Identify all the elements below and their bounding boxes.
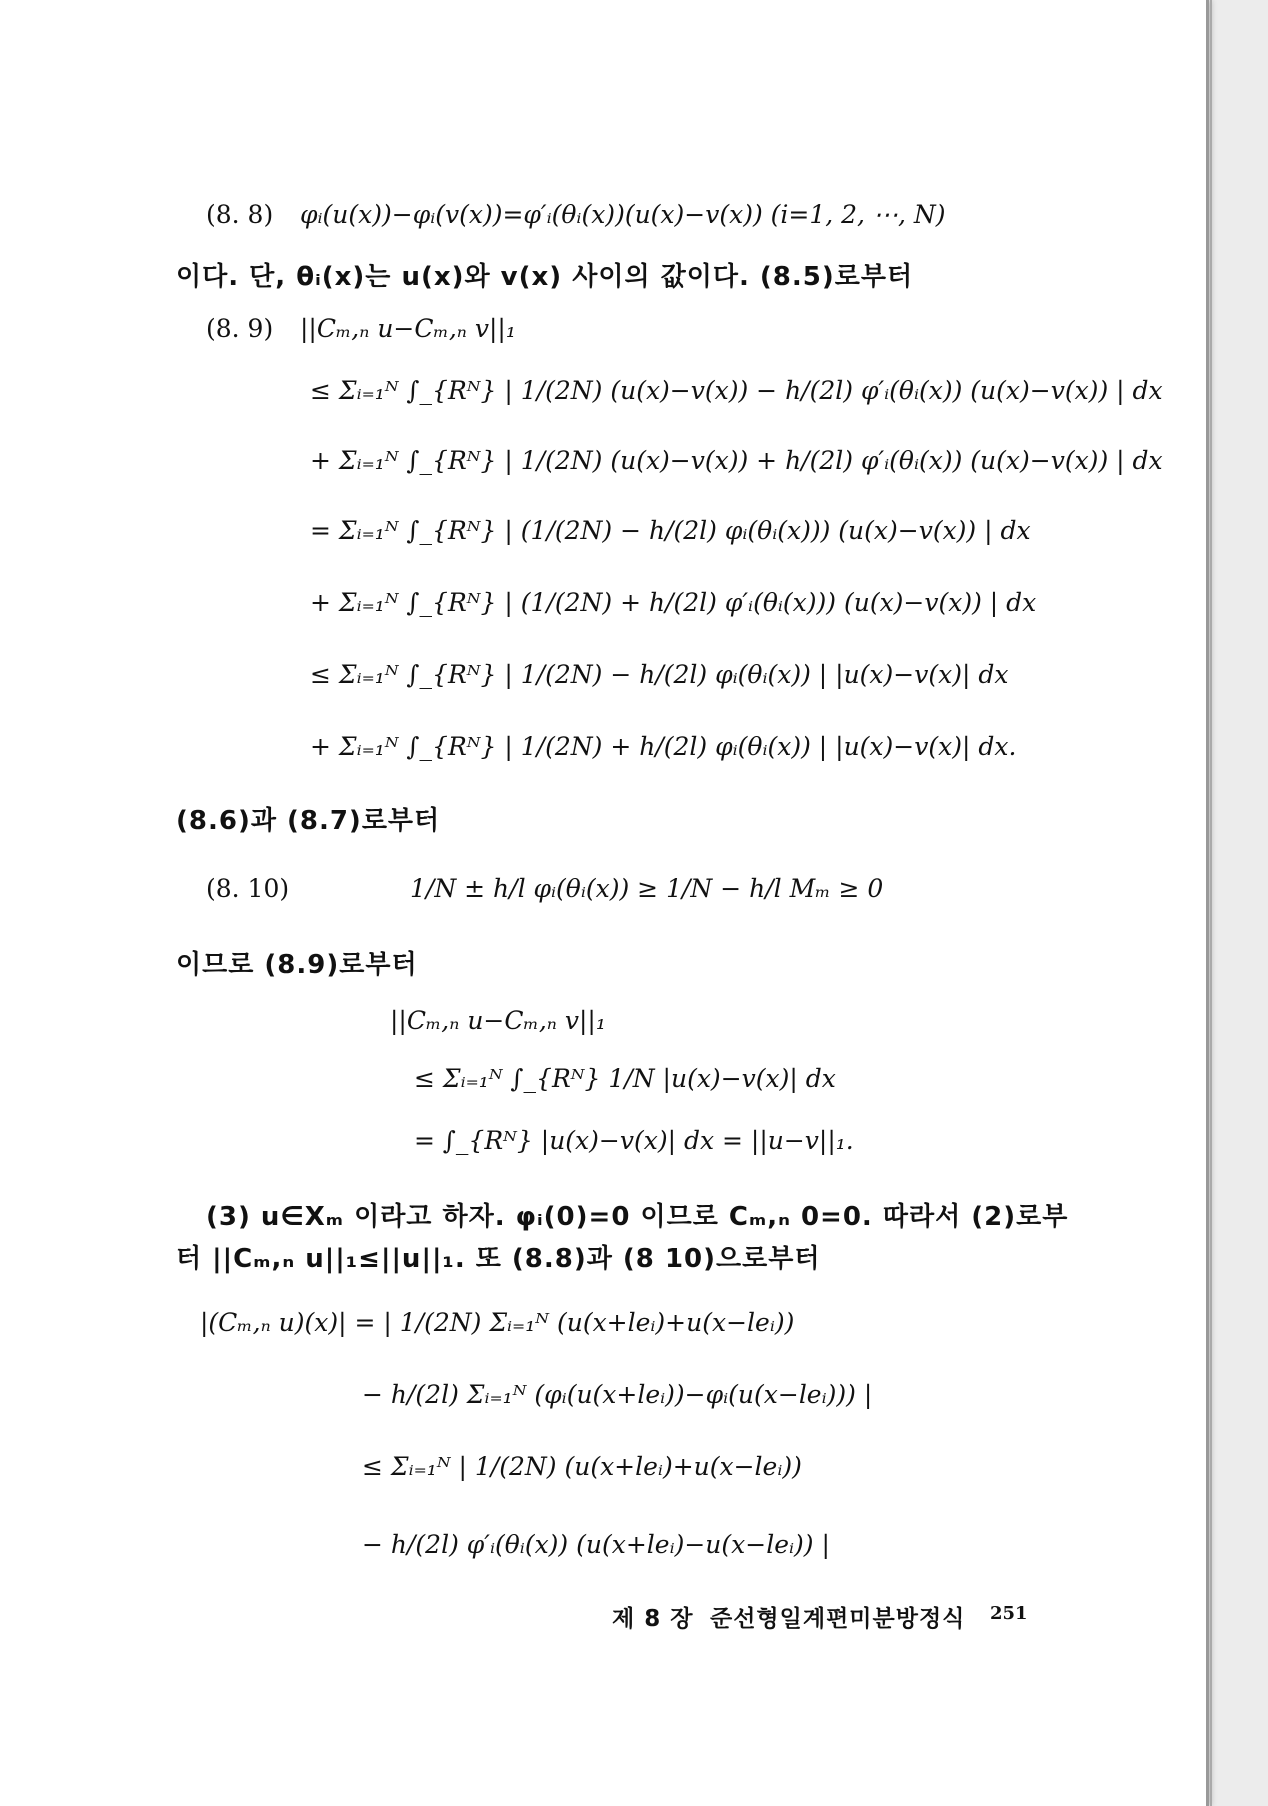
equation-line: = ∫_{Rᴺ} |u(x)−v(x)| dx = ||u−v||₁.: [414, 1126, 854, 1155]
equation-number: (8. 9): [206, 314, 274, 343]
equation-line: = Σᵢ₌₁ᴺ ∫_{Rᴺ} | (1/(2N) − h/(2l) φᵢ(θᵢ(x))) (u(x)−v(x)) | dx: [310, 516, 1031, 545]
equation-number: (8. 8): [206, 200, 274, 229]
equation-line: − h/(2l) φ′ᵢ(θᵢ(x)) (u(x+leᵢ)−u(x−leᵢ)) |: [362, 1530, 830, 1559]
equation-8-8: φᵢ(u(x))−φᵢ(v(x))=φ′ᵢ(θᵢ(x))(u(x)−v(x)) (i=1, 2, ⋯, N): [300, 200, 946, 229]
equation-8-10: 1/N ± h/l φᵢ(θᵢ(x)) ≥ 1/N − h/l Mₘ ≥ 0: [410, 874, 884, 903]
chapter-title: 준선형일계편미분방정식: [710, 1606, 966, 1632]
equation-line: ≤ Σᵢ₌₁ᴺ | 1/(2N) (u(x+leᵢ)+u(x−leᵢ)): [362, 1452, 802, 1481]
text-line: (3) u∈Xₘ 이라고 하자. φᵢ(0)=0 이므로 Cₘ,ₙ 0=0. 따라서 (2)로부: [206, 1202, 1069, 1232]
page-number: 251: [990, 1603, 1028, 1624]
equation-line: + Σᵢ₌₁ᴺ ∫_{Rᴺ} | 1/(2N) + h/(2l) φᵢ(θᵢ(x)) | |u(x)−v(x)| dx.: [310, 732, 1017, 761]
equation-number: (8. 10): [206, 874, 290, 903]
text-line: 이다. 단, θᵢ(x)는 u(x)와 v(x) 사이의 값이다. (8.5)로부터: [176, 262, 914, 292]
text-line: 터 ||Cₘ,ₙ u||₁≤||u||₁. 또 (8.8)과 (8 10)으로부터: [176, 1244, 821, 1274]
equation-line: + Σᵢ₌₁ᴺ ∫_{Rᴺ} | (1/(2N) + h/(2l) φ′ᵢ(θᵢ(x))) (u(x)−v(x)) | dx: [310, 588, 1037, 617]
equation-line: ≤ Σᵢ₌₁ᴺ ∫_{Rᴺ} 1/N |u(x)−v(x)| dx: [414, 1064, 836, 1093]
equation-line: − h/(2l) Σᵢ₌₁ᴺ (φᵢ(u(x+leᵢ))−φᵢ(u(x−leᵢ))) |: [362, 1380, 873, 1409]
equation-line: ≤ Σᵢ₌₁ᴺ ∫_{Rᴺ} | 1/(2N) (u(x)−v(x)) − h/(2l) φ′ᵢ(θᵢ(x)) (u(x)−v(x)) | dx: [310, 376, 1163, 405]
page-edge: [1210, 0, 1212, 1806]
text-line: (8.6)과 (8.7)로부터: [176, 806, 441, 836]
text-line: 이므로 (8.9)로부터: [176, 950, 418, 980]
chapter-label: 제 8 장: [612, 1606, 694, 1632]
equation-line: + Σᵢ₌₁ᴺ ∫_{Rᴺ} | 1/(2N) (u(x)−v(x)) + h/(2l) φ′ᵢ(θᵢ(x)) (u(x)−v(x)) | dx: [310, 446, 1163, 475]
equation-line: |(Cₘ,ₙ u)(x)| = | 1/(2N) Σᵢ₌₁ᴺ (u(x+leᵢ)+u(x−leᵢ)): [200, 1308, 795, 1337]
equation-line: ≤ Σᵢ₌₁ᴺ ∫_{Rᴺ} | 1/(2N) − h/(2l) φᵢ(θᵢ(x)) | |u(x)−v(x)| dx: [310, 660, 1009, 689]
equation-line: ||Cₘ,ₙ u−Cₘ,ₙ v||₁: [300, 314, 516, 343]
equation-line: ||Cₘ,ₙ u−Cₘ,ₙ v||₁: [390, 1006, 606, 1035]
